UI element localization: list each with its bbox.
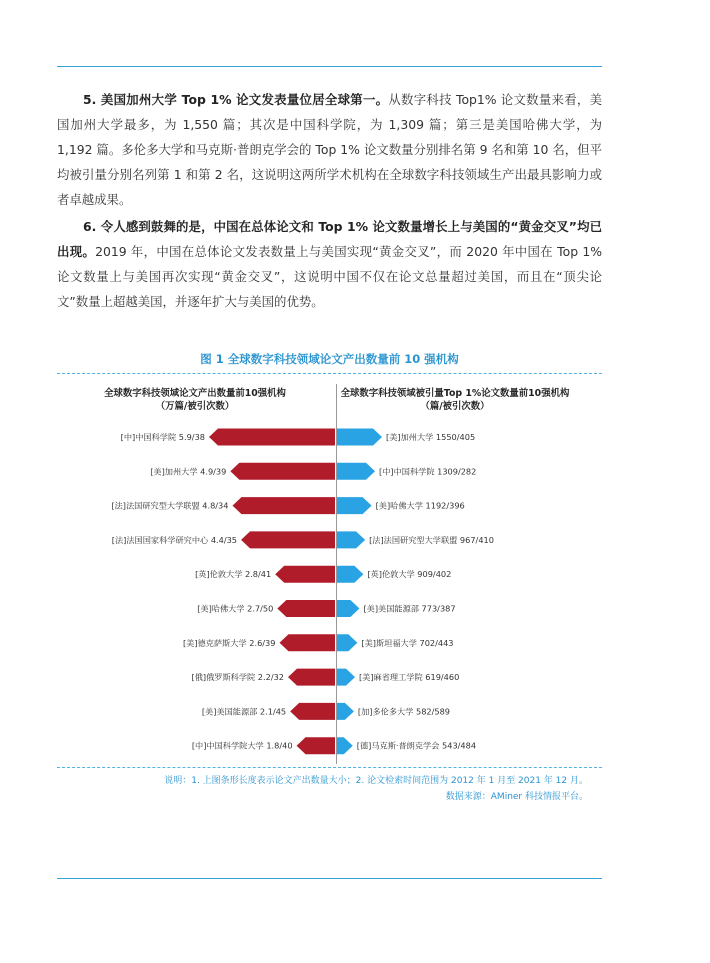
figure-title: 图 1 全球数字科技领域论文产出数量前 10 强机构 [200,352,459,366]
left-bar [297,737,335,754]
right-bar-label: [美]哈佛大学 1192/396 [375,500,465,511]
right-bar-label: [美]加州大学 1550/405 [386,432,476,442]
bottom-rule [57,878,602,879]
left-bar [241,531,335,548]
right-bar [337,566,363,583]
left-bar-label: [俄]俄罗斯科学院 2.2/32 [191,672,285,683]
left-bar-label: [美]德克萨斯大学 2.6/39 [182,637,276,648]
center-axis [336,384,337,764]
right-bar-label: [中]中国科学院 1309/282 [379,466,477,477]
left-bar-label: [英]伦敦大学 2.8/41 [195,569,272,580]
left-bar [279,634,335,651]
right-header-line-1: 全球数字科技领域被引量Top 1%论文数量前10强机构 [340,388,570,399]
right-bar [337,497,372,514]
right-bar-label: [美]麻省理工学院 619/460 [358,672,460,683]
paragraph-6-lead: 6. 令人感到鼓舞的是，中国在总体论文和 Top 1% 论文数量增长上与美国的“黄金交叉”均已出现。 [57,219,602,259]
left-bar-label: [美]加州大学 4.9/39 [150,466,227,477]
right-bar [337,429,382,446]
left-header-line-1: 全球数字科技领域论文产出数量前10强机构 [104,388,286,399]
left-bar [275,566,335,583]
right-bar [337,463,375,480]
left-bar-label: [法]法国研究型大学联盟 4.8/34 [111,500,229,511]
right-bar-label: [加]多伦多大学 582/589 [357,706,451,717]
left-bar [290,703,335,720]
left-header-line-2: （万篇/被引次数） [155,401,235,412]
right-bar [337,737,353,754]
right-bar-label: [法]法国研究型大学联盟 967/410 [369,534,494,545]
right-bar [337,634,357,651]
left-bar [288,669,335,686]
left-bar-label: [法]法国国家科学研究中心 4.4/35 [111,534,238,545]
paragraph-5-lead: 5. 美国加州大学 Top 1% 论文发表量位居全球第一。 [83,92,389,107]
right-bar-label: [英]伦敦大学 909/402 [367,569,452,580]
right-bar [337,531,365,548]
right-bar [337,669,355,686]
left-bar [232,497,335,514]
left-bar-label: [中]中国科学院大学 1.8/40 [191,740,293,751]
left-bar [230,463,335,480]
figure-source: 数据来源：AMiner 科技情报平台。 [445,792,588,802]
figure-note: 说明：1. 上图条形长度表示论文产出数量大小；2. 论文检索时间范围为 2012 年 1 月至 2021 年 12 月。 [164,776,588,786]
right-header-line-2: （篇/被引次数） [420,401,490,412]
right-bar [337,600,359,617]
right-bar-label: [美]斯坦福大学 702/443 [361,637,454,648]
paragraph-5-body: 从数字科技 Top1% 论文数量来看，美国加州大学最多，为 1,550 篇；其次是中国科学院，为 1,309 篇；第三是美国哈佛大学，为 1,192 篇。多伦多大学和马克斯·普朗克学会的 Top 1% 论文数量分别排名第 9 名和第 10 名，但平均被引量分别名列第 1 和第 2 名，这说明这两所学术机构在全球数字科技领域生产出最具影响力或者卓越成果。 [57,92,602,207]
right-bar-label: [美]美国能源部 773/387 [363,603,456,614]
paragraph-6-body: 2019 年，中国在总体论文发表数量上与美国实现“黄金交叉”，而 2020 年中国在 Top 1% 论文数量上与美国再次实现“黄金交叉”，这说明中国不仅在论文总量超过美国，而且在“顶尖论文”数量上超越美国，并逐年扩大与美国的优势。 [57,244,602,309]
figure-bottom-divider [57,767,602,768]
left-bar-label: [美]哈佛大学 2.7/50 [197,603,274,614]
left-bar [209,429,335,446]
right-bar-label: [德]马克斯·普朗克学会 543/484 [356,740,477,751]
left-bar [277,600,335,617]
left-bar-label: [美]美国能源部 2.1/45 [201,706,287,717]
left-bar-label: [中]中国科学院 5.9/38 [120,432,205,442]
right-bar [337,703,354,720]
